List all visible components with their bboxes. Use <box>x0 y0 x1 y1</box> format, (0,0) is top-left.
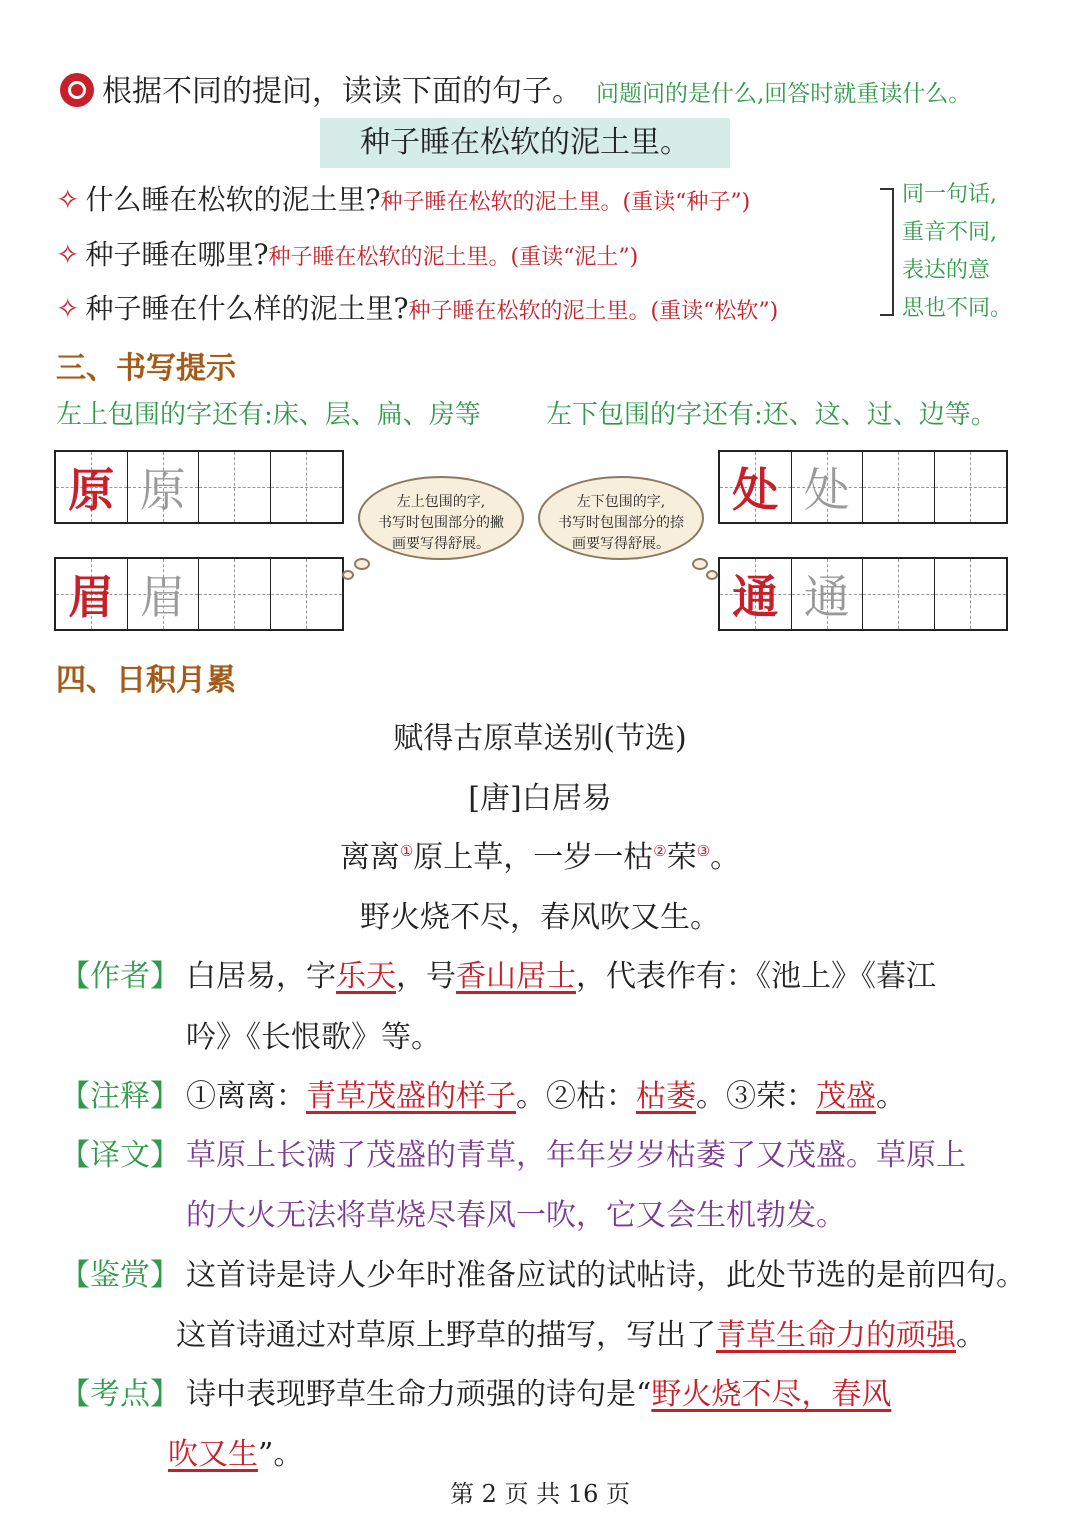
brace-bracket <box>880 188 894 316</box>
poem-text: 原上草，一岁一枯 <box>413 840 654 875</box>
translation-text: 草原上长满了茂盛的青草，年年岁岁枯萎了又茂盛。草原上 <box>186 1138 966 1173</box>
brace-note <box>902 176 1032 328</box>
gloss-answer: 青草茂盛的样子 <box>306 1079 516 1114</box>
note-author-cont: 吟》《长恨歌》等。 <box>186 1020 441 1055</box>
question-row <box>56 287 778 327</box>
bubble-tail-dot <box>354 558 370 570</box>
bubble-line: 画要写得舒展。 <box>392 536 490 552</box>
grid-cell-empty <box>863 452 935 522</box>
note-keypoint <box>60 1369 891 1413</box>
grid-cell-empty <box>863 559 935 629</box>
note-marker: ② <box>653 842 667 860</box>
answer-courtesy-name: 乐天 <box>336 959 396 994</box>
note-author <box>60 951 936 995</box>
gloss-answer: 枯萎 <box>636 1079 696 1114</box>
keypoint-answer: 野火烧不尽，春风 <box>651 1377 892 1412</box>
model-sentence: 种子睡在松软的泥土里。 <box>320 118 730 168</box>
thought-bubble-right <box>538 476 704 560</box>
gloss-answer: 茂盛 <box>816 1079 876 1114</box>
poem-text: 。 <box>710 840 741 875</box>
writing-grid-row <box>718 450 1008 524</box>
grid-cell-empty <box>199 559 271 629</box>
note-text: 。②枯： <box>516 1079 636 1114</box>
instruction-text: 根据不同的提问，读读下面的句子。 <box>102 74 582 109</box>
bubble-tail-dot <box>692 558 708 570</box>
note-marker: ③ <box>696 842 711 860</box>
note-label: 【注释】 <box>60 1079 180 1114</box>
bubble-line: 画要写得舒展。 <box>572 536 670 552</box>
brace-note-line: 重音不同, <box>902 220 997 245</box>
bubble-line: 书写时包围部分的撇 <box>378 515 504 531</box>
answer-text: 种子睡在松软的泥土里。(重读“松软”) <box>408 299 779 324</box>
poem-line: 野火烧不尽，春风吹又生。 <box>360 900 720 935</box>
grid-cell <box>720 559 792 629</box>
appreciation-answer: 青草生命力的顽强 <box>716 1318 956 1353</box>
keypoint-answer: 吹又生 <box>168 1437 258 1472</box>
star-bullet-icon: ✧ <box>56 292 80 325</box>
section-title-accumulation: 四、日积月累 <box>56 663 236 698</box>
grid-cell-empty <box>935 452 1007 522</box>
brace-note-line: 思也不同。 <box>902 296 1013 321</box>
grid-cell-empty <box>271 452 343 522</box>
note-gloss <box>60 1071 906 1115</box>
hint-right: 左下包围的字还有:还、这、过、边等。 <box>546 400 997 430</box>
bubble-tail-dot <box>706 570 718 580</box>
grid-cell <box>56 452 128 522</box>
note-text: ，号 <box>396 959 456 994</box>
poem-title: 赋得古原草送别(节选) <box>393 721 687 756</box>
poem-text: 离离 <box>339 840 400 875</box>
keypoint-text: ”。 <box>258 1437 304 1472</box>
note-translation <box>60 1130 966 1174</box>
question-text: 种子睡在什么样的泥土里? <box>85 292 409 325</box>
question-text: 什么睡在松软的泥土里? <box>85 183 381 216</box>
section-title-writing: 三、书写提示 <box>56 351 236 386</box>
trace-char: 原 <box>139 463 186 517</box>
thought-bubble-left <box>358 476 524 560</box>
note-text: 。 <box>876 1079 906 1114</box>
exercise-instruction <box>60 66 971 110</box>
note-label: 【考点】 <box>60 1377 180 1412</box>
appreciation-text: 这首诗通过对草原上野草的描写，写出了 <box>176 1318 716 1353</box>
question-row <box>56 178 750 218</box>
trace-char: 通 <box>803 570 850 624</box>
poem-line <box>0 832 1080 876</box>
answer-text: 种子睡在松软的泥土里。(重读“泥土”) <box>268 245 639 270</box>
appreciation-text: 。 <box>956 1318 986 1353</box>
grid-cell <box>56 559 128 629</box>
appreciation-text-cont <box>176 1310 986 1354</box>
note-label: 【作者】 <box>60 959 180 994</box>
keypoint-text: 诗中表现野草生命力顽强的诗句是“ <box>186 1377 652 1412</box>
model-char: 处 <box>732 463 779 517</box>
note-text: 。③荣： <box>696 1079 816 1114</box>
star-bullet-icon: ✧ <box>56 238 80 271</box>
note-label: 【鉴赏】 <box>60 1258 180 1293</box>
page-number: 第 2 页 共 16 页 <box>450 1480 630 1508</box>
model-char: 通 <box>732 570 779 624</box>
model-char: 原 <box>68 463 115 517</box>
bubble-line: 左上包围的字, <box>396 494 486 510</box>
trace-char: 眉 <box>139 570 186 624</box>
note-text: 白居易，字 <box>186 959 336 994</box>
keypoint-text-cont <box>168 1429 303 1473</box>
hint-left: 左上包围的字还有:床、层、扁、房等 <box>56 400 481 430</box>
note-label: 【译文】 <box>60 1138 180 1173</box>
grid-cell <box>792 559 864 629</box>
answer-pen-name: 香山居士 <box>456 959 576 994</box>
grid-cell-empty <box>271 559 343 629</box>
question-text: 种子睡在哪里? <box>85 238 269 271</box>
translation-text-cont: 的大火无法将草烧尽春风一吹，它又会生机勃发。 <box>186 1198 846 1233</box>
grid-cell <box>128 559 200 629</box>
writing-grid-row <box>54 557 344 631</box>
writing-grid-row <box>718 557 1008 631</box>
bubble-tail-dot <box>342 570 354 580</box>
bubble-line: 书写时包围部分的捺 <box>558 515 684 531</box>
grid-cell <box>792 452 864 522</box>
grid-cell <box>128 452 200 522</box>
model-char: 眉 <box>68 570 115 624</box>
writing-grid-row <box>54 450 344 524</box>
instruction-note: 问题问的是什么,回答时就重读什么。 <box>596 81 972 107</box>
grid-cell-empty <box>935 559 1007 629</box>
brace-note-line: 表达的意 <box>902 258 991 283</box>
appreciation-text: 这首诗是诗人少年时准备应试的试帖诗，此处节选的是前四句。 <box>186 1258 1026 1293</box>
question-row <box>56 233 638 273</box>
note-text: ①离离： <box>186 1079 306 1114</box>
poem-author: [唐]白居易 <box>468 781 612 816</box>
trace-char: 处 <box>803 463 850 517</box>
grid-cell <box>720 452 792 522</box>
exercise-badge-icon <box>60 73 94 107</box>
note-appreciation <box>60 1250 1026 1294</box>
grid-cell-empty <box>199 452 271 522</box>
note-text: ，代表作有：《池上》《暮江 <box>576 959 936 994</box>
note-marker: ① <box>399 842 414 860</box>
star-bullet-icon: ✧ <box>56 183 80 216</box>
bubble-line: 左下包围的字, <box>576 494 666 510</box>
brace-note-line: 同一句话, <box>902 182 997 207</box>
poem-text: 荣 <box>666 840 697 875</box>
answer-text: 种子睡在松软的泥土里。(重读“种子”) <box>380 190 751 215</box>
